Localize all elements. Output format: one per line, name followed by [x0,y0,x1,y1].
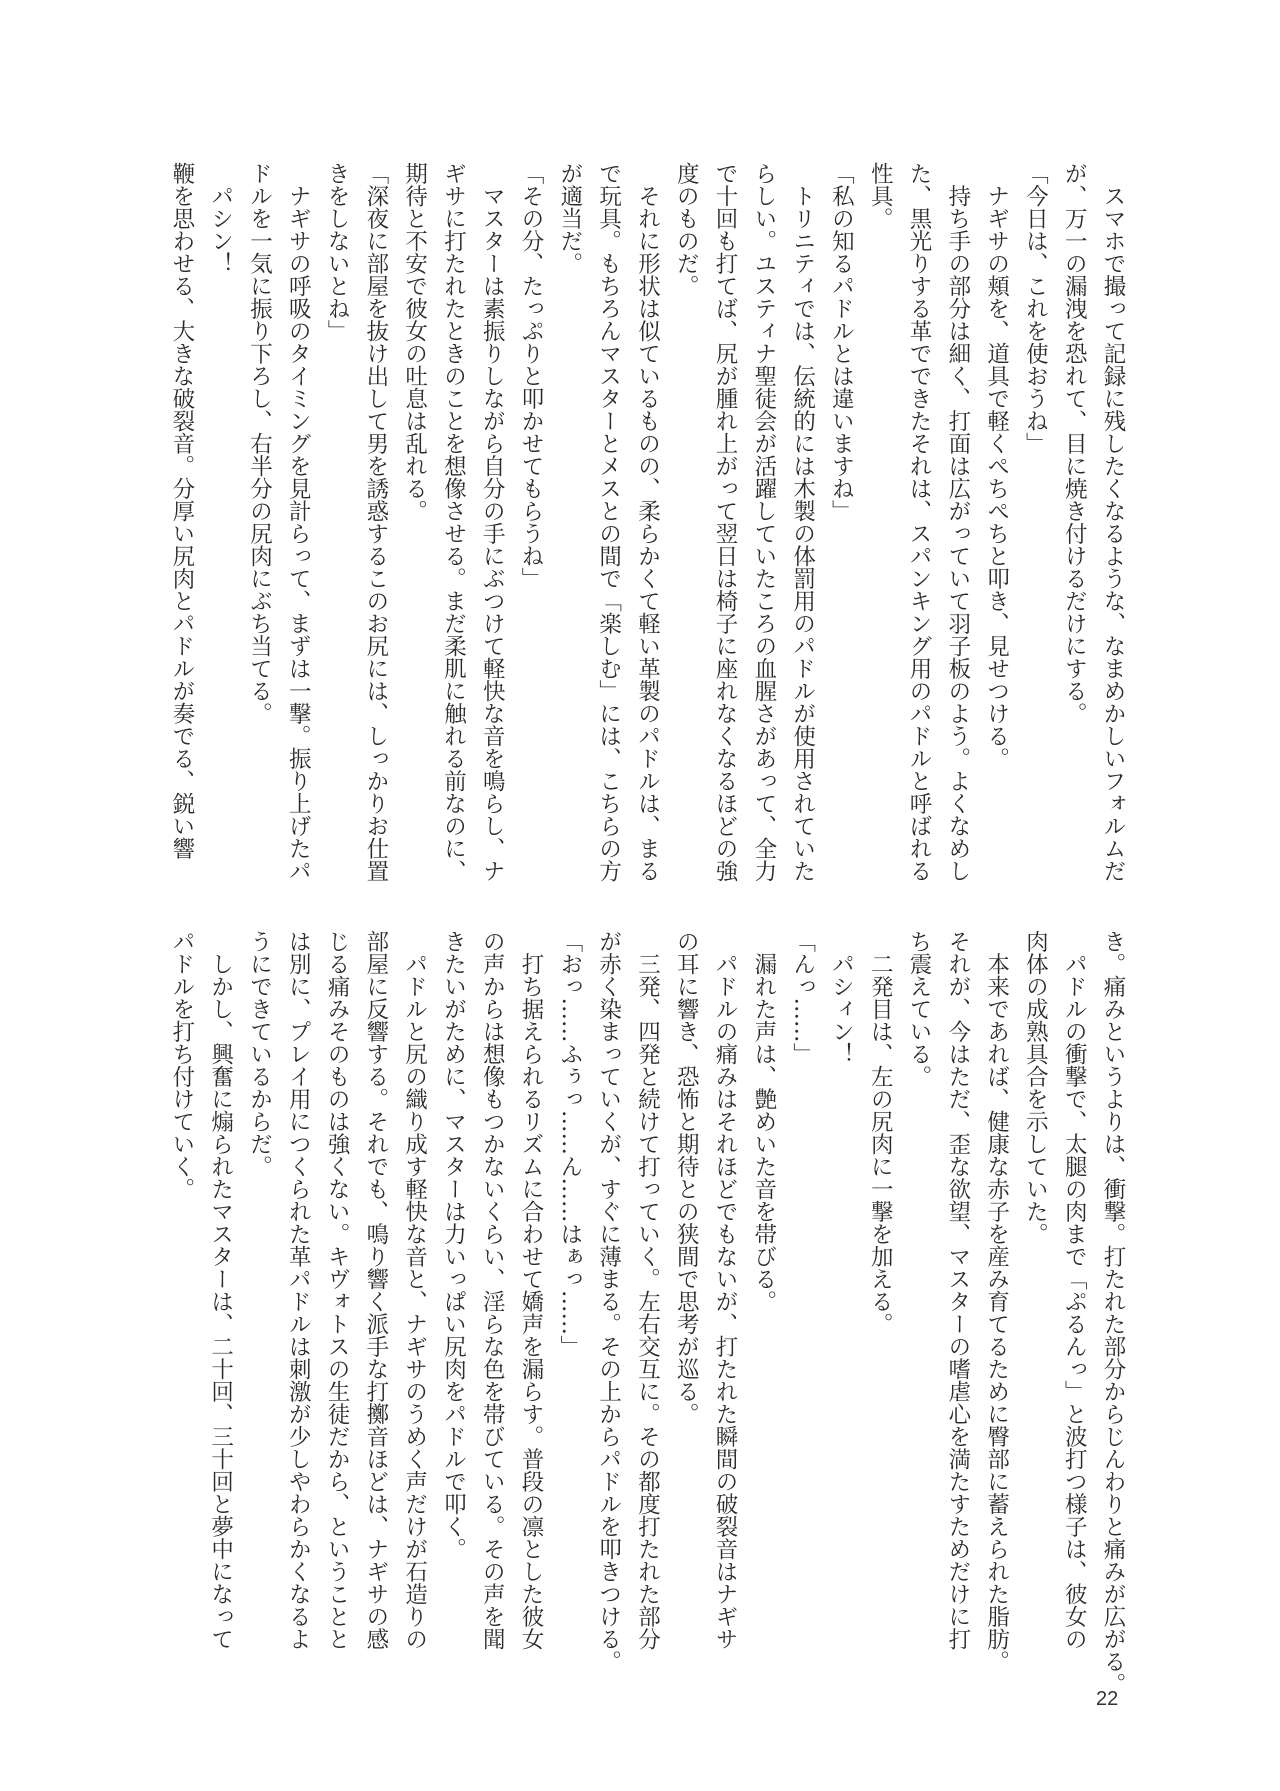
text-line: ち震えている。 [906,930,933,1088]
text-line: が赤く染まっていくが、すぐに薄まる。その上からパドルを叩きつける。 [595,930,622,1673]
text-line: で十回も打てば、尻が腫れ上がって翌日は椅子に座れなくなるほどの強 [712,162,739,882]
page-number: 22 [1096,1688,1119,1710]
text-block-top [162,162,1132,882]
text-line: トリニティでは、伝統的には木製の体罰用のパドルが使用されていた [789,162,816,882]
text-line: うにできているからだ。 [246,930,273,1178]
text-line: きをしないとね」 [324,162,351,342]
text-line: 度のものだ。 [673,162,700,297]
text-line: 漏れた声は、艶めいた音を帯びる。 [750,930,777,1313]
text-line: 三発、四発と続けて打っていく。左右交互に。その都度打たれた部分 [634,930,661,1650]
text-line: 「んっ……」 [789,930,816,1065]
text-line: 「おっ……ふぅっ……ん……はぁっ……」 [556,930,583,1358]
text-line: の耳に響き、恐怖と期待との狭間で思考が巡る。 [673,930,700,1425]
text-line: き。痛みというよりは、衝撃。打たれた部分からじんわりと痛みが広がる。 [1100,930,1126,1695]
text-line: 期待と不安で彼女の吐息は乱れる。 [401,162,428,522]
text-line: ナギサの呼吸のタイミングを見計らって、まずは一撃。振り上げたパ [285,162,312,882]
text-line: 「深夜に部屋を抜け出して男を誘惑するこのお尻には、しっかりお仕置 [362,162,389,882]
text-line: 「私の知るパドルとは違いますね」 [828,162,855,522]
text-line: 「今日は、これを使おうね」 [1022,162,1049,455]
text-line: ギサに打たれたときのことを想像させる。まだ柔肌に触れる前なのに、 [440,162,467,882]
text-line: の声からは想像もつかないくらい、淫らな色を帯びている。その声を聞 [479,930,506,1650]
text-line: は別に、プレイ用につくられた革パドルは刺激が少しやわらかくなるよ [285,930,312,1650]
text-line: 肉体の成熟具合を示していた。 [1022,930,1049,1245]
text-line: しかし、興奮に煽られたマスターは、二十回、三十回と夢中になって [207,930,234,1650]
text-line: ナギサの頬を、道具で軽くぺちぺちと叩き、見せつける。 [983,162,1010,770]
text-line: パシン！ [207,162,234,275]
text-line: 性具。 [867,162,894,230]
text-line: パドルを打ち付けていく。 [168,930,195,1200]
text-line: それに形状は似ているものの、柔らかくて軽い革製のパドルは、まる [634,162,661,882]
text-line: じる痛みそのものは強くない。キヴォトスの生徒だから、ということと [324,930,351,1650]
text-line: た、黒光りする革でできたそれは、スパンキング用のパドルと呼ばれる [906,162,933,882]
text-line: きたいがために、マスターは力いっぱい尻肉をパドルで叩く。 [440,930,467,1560]
text-line: が適当だ。 [556,162,583,275]
text-line: パシィン！ [828,930,855,1065]
text-line: 打ち据えられるリズムに合わせて嬌声を漏らす。普段の凛とした彼女 [518,930,545,1650]
text-line: スマホで撮って記録に残したくなるような、なまめかしいフォルムだ [1100,162,1126,882]
text-line: 「その分、たっぷりと叩かせてもらうね」 [518,162,545,590]
text-line: それが、今はただ、歪な欲望、マスターの嗜虐心を満たすためだけに打 [944,930,971,1650]
text-line: 部屋に反響する。それでも、鳴り響く派手な打擲音ほどは、ナギサの感 [362,930,389,1650]
text-line: 二発目は、左の尻肉に一撃を加える。 [867,930,894,1335]
text-line: パドルの痛みはそれほどでもないが、打たれた瞬間の破裂音はナギサ [712,930,739,1650]
text-line: パドルの衝撃で、太腿の肉まで「ぷるんっ」と波打つ様子は、彼女の [1061,930,1088,1650]
text-line: らしい。ユスティナ聖徒会が活躍していたころの血腥さがあって、全力 [750,162,777,882]
text-block-bottom [162,930,1132,1695]
text-line: マスターは素振りしながら自分の手にぶつけて軽快な音を鳴らし、ナ [479,162,506,882]
text-line: で玩具。もちろんマスターとメスとの間で「楽しむ」には、こちらの方 [595,162,622,882]
text-line: 鞭を思わせる、大きな破裂音。分厚い尻肉とパドルが奏でる、鋭い響 [168,162,195,860]
text-line: ドルを一気に振り下ろし、右半分の尻肉にぶち当てる。 [246,162,273,725]
text-line: が、万一の漏洩を恐れて、目に焼き付けるだけにする。 [1061,162,1088,725]
text-line: パドルと尻の織り成す軽快な音と、ナギサのうめく声だけが石造りの [401,930,428,1650]
text-line: 本来であれば、健康な赤子を産み育てるために臀部に蓄えられた脂肪。 [983,930,1010,1673]
text-line: 持ち手の部分は細く、打面は広がっていて羽子板のよう。よくなめし [944,162,971,882]
